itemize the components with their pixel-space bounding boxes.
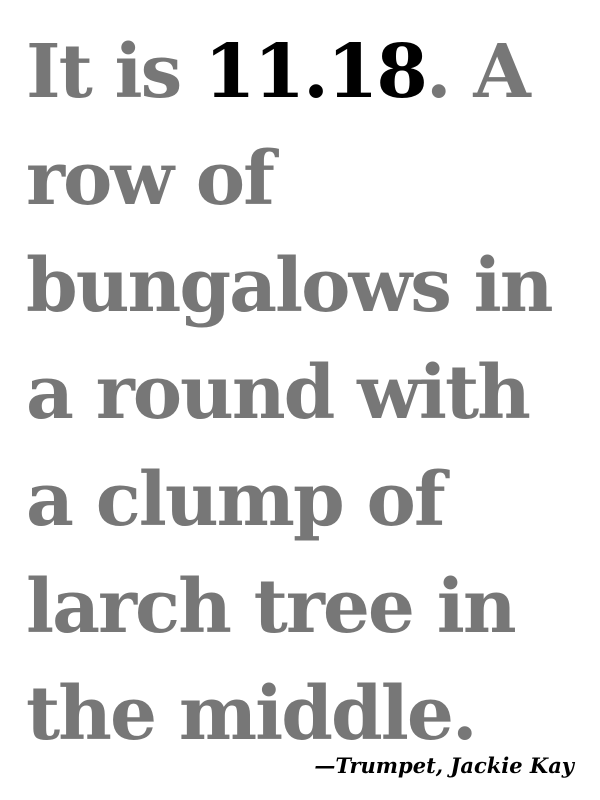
attribution-dash: — (314, 753, 336, 778)
attribution-separator: , (435, 753, 451, 778)
attribution-book: Trumpet (335, 753, 436, 778)
quote-body: . A row of bungalows in a round with a clump of larch tree in the middle. (26, 29, 552, 757)
quote-attribution (314, 751, 574, 781)
quote-time: 11.18 (204, 29, 426, 115)
quote-text (26, 19, 586, 768)
quote-prefix: It is (26, 29, 205, 115)
attribution-author: Jackie Kay (450, 753, 574, 778)
